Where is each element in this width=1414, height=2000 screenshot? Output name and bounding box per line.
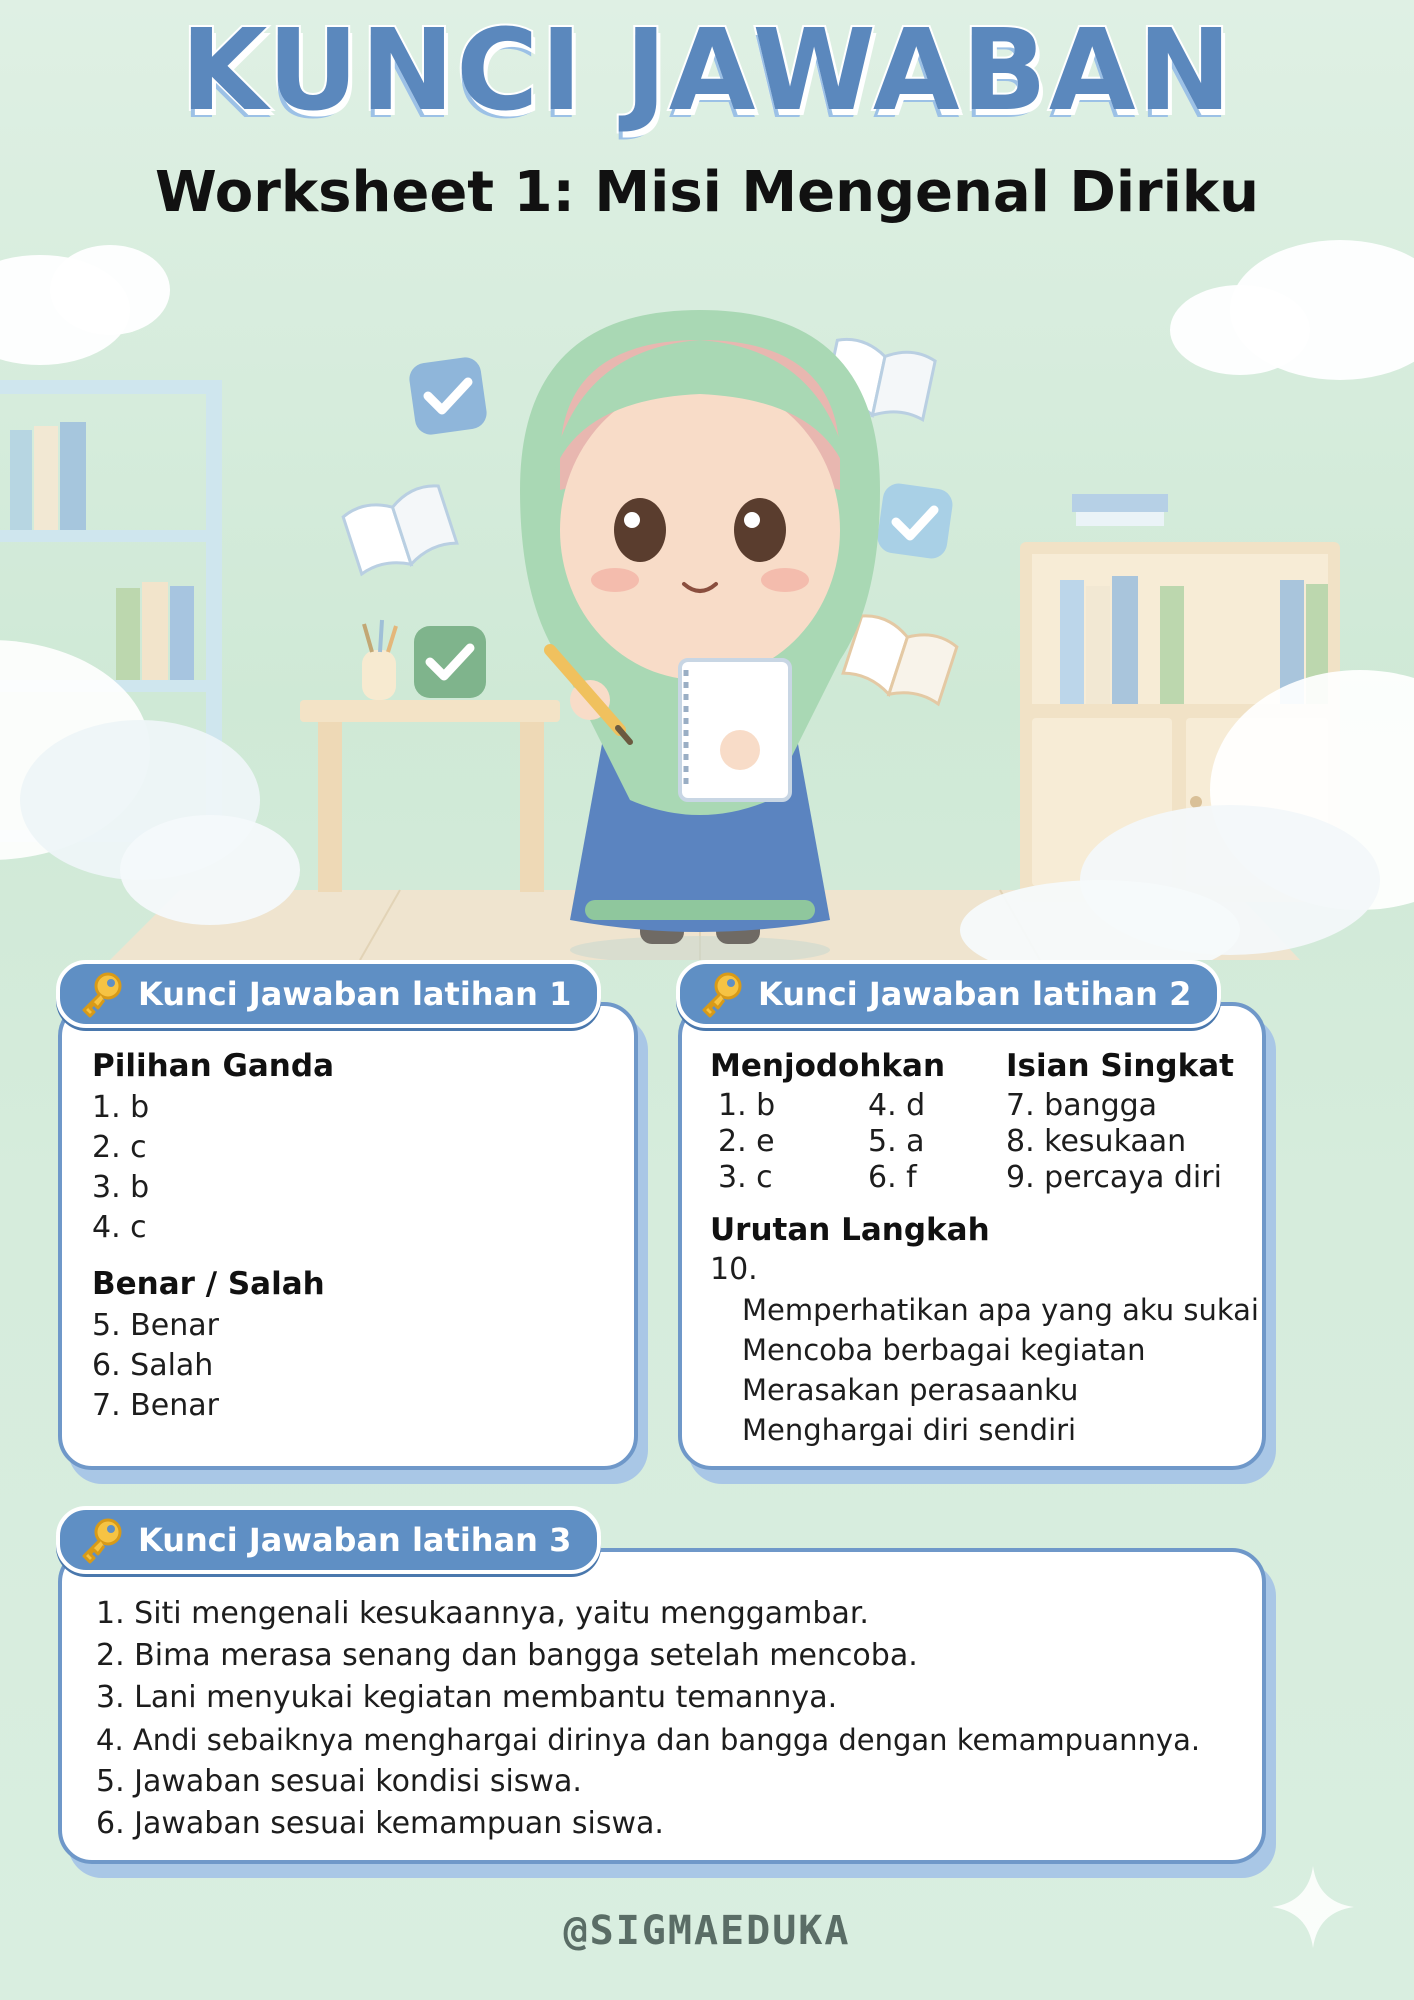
answer-item: 7. bangga bbox=[1006, 1088, 1158, 1123]
check-badge-icon bbox=[875, 481, 954, 560]
step-item: Menghargai diri sendiri bbox=[742, 1413, 1077, 1447]
card-tab-label: Kunci Jawaban latihan 2 bbox=[758, 975, 1192, 1013]
key-icon bbox=[78, 970, 128, 1020]
answer-card-latihan-1 bbox=[58, 1002, 638, 1470]
section-heading-benar-salah: Benar / Salah bbox=[92, 1266, 325, 1302]
answer-item: 6. Salah bbox=[92, 1348, 214, 1383]
footer-handle: @SIGMAEDUKA bbox=[563, 1908, 851, 1954]
notebook-icon bbox=[680, 660, 790, 800]
answer-item: 2. e bbox=[718, 1124, 775, 1159]
answer-item: 3. Lani menyukai kegiatan membantu temannya. bbox=[96, 1680, 838, 1715]
answer-item: 8. kesukaan bbox=[1006, 1124, 1187, 1159]
step-item: Mencoba berbagai kegiatan bbox=[742, 1333, 1146, 1367]
girl-character bbox=[520, 310, 880, 960]
answer-card-latihan-3 bbox=[58, 1548, 1266, 1864]
card-tab-label: Kunci Jawaban latihan 3 bbox=[138, 1521, 572, 1559]
open-book-icon bbox=[342, 482, 459, 579]
answer-item: 2. c bbox=[92, 1130, 147, 1165]
page-subtitle: Worksheet 1: Misi Mengenal Diriku bbox=[155, 160, 1259, 225]
check-badge-icon bbox=[414, 626, 486, 698]
answer-number: 10. bbox=[710, 1252, 758, 1287]
answer-item: 5. Jawaban sesuai kondisi siswa. bbox=[96, 1764, 582, 1799]
card-tab-latihan-1 bbox=[56, 960, 601, 1028]
check-badge-icon bbox=[407, 355, 488, 436]
answer-item: 9. percaya diri bbox=[1006, 1160, 1222, 1195]
card-tab-label: Kunci Jawaban latihan 1 bbox=[138, 975, 572, 1013]
answer-item: 5. Benar bbox=[92, 1308, 219, 1343]
answer-item: 3. b bbox=[92, 1170, 150, 1205]
answer-item: 2. Bima merasa senang dan bangga setelah mencoba. bbox=[96, 1638, 918, 1673]
page-title: KUNCI JAWABAN bbox=[180, 6, 1234, 136]
sparkle-icon bbox=[1268, 1862, 1358, 1952]
card-tab-latihan-3 bbox=[56, 1506, 601, 1574]
section-heading-isian-singkat: Isian Singkat bbox=[1006, 1048, 1234, 1084]
open-book-icon bbox=[841, 612, 958, 709]
section-heading-menjodohkan: Menjodohkan bbox=[710, 1048, 946, 1084]
answer-item: 7. Benar bbox=[92, 1388, 219, 1423]
section-heading-urutan-langkah: Urutan Langkah bbox=[710, 1212, 990, 1248]
key-icon bbox=[698, 970, 748, 1020]
answer-item: 4. Andi sebaiknya menghargai dirinya dan bangga dengan kemampuannya. bbox=[96, 1723, 1201, 1757]
answer-item: 1. b bbox=[92, 1090, 150, 1125]
step-item: Memperhatikan apa yang aku sukai bbox=[742, 1293, 1259, 1327]
answer-item: 4. d bbox=[868, 1088, 926, 1123]
answer-item: 1. b bbox=[718, 1088, 776, 1123]
answer-card-latihan-2 bbox=[678, 1002, 1266, 1470]
answer-item: 6. Jawaban sesuai kemampuan siswa. bbox=[96, 1806, 664, 1841]
section-heading-pilihan-ganda: Pilihan Ganda bbox=[92, 1048, 334, 1084]
card-tab-latihan-2 bbox=[676, 960, 1221, 1028]
answer-item: 6. f bbox=[868, 1160, 917, 1195]
step-item: Merasakan perasaanku bbox=[742, 1373, 1079, 1407]
answer-item: 4. c bbox=[92, 1210, 147, 1245]
answer-item: 1. Siti mengenali kesukaannya, yaitu menggambar. bbox=[96, 1596, 869, 1631]
answer-item: 3. c bbox=[718, 1160, 773, 1195]
answer-item: 5. a bbox=[868, 1124, 925, 1159]
key-icon bbox=[78, 1516, 128, 1566]
illustration-scene bbox=[0, 230, 1414, 960]
